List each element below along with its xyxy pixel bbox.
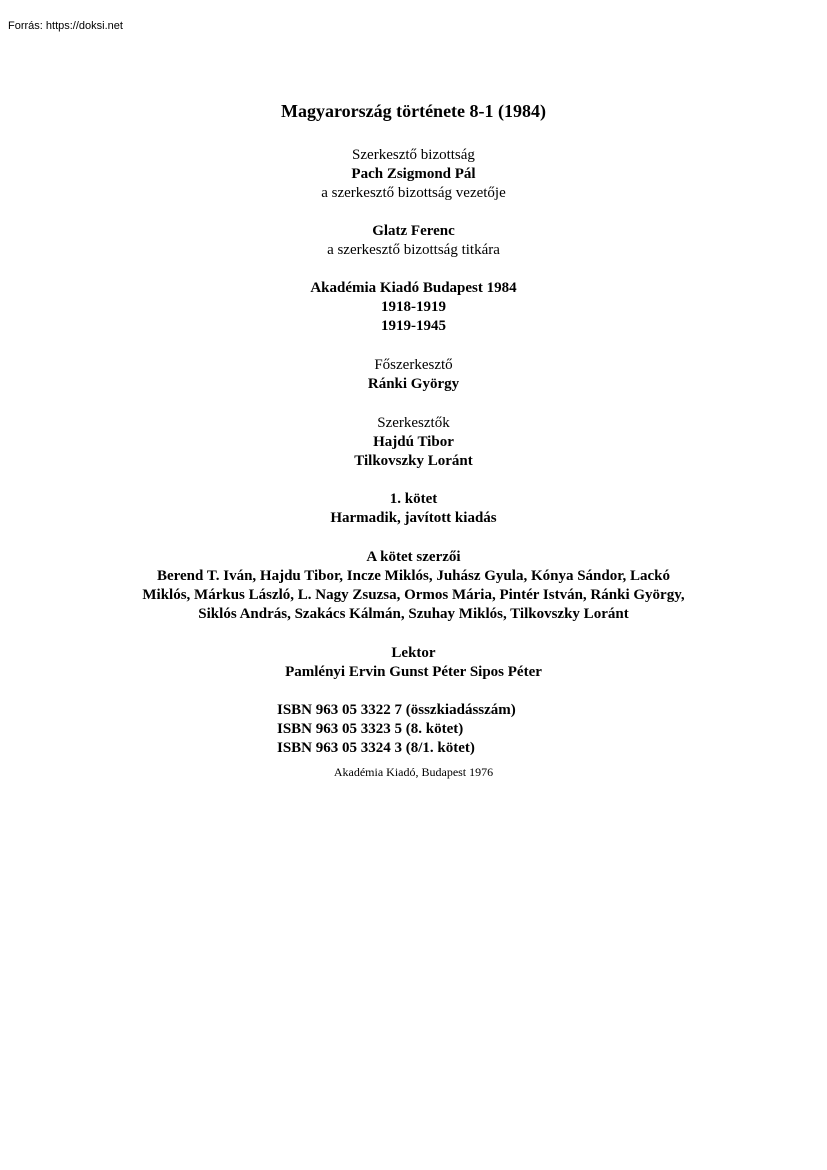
editors-label: Szerkesztők [377,415,450,431]
authors-line-2: Miklós, Márkus László, L. Nagy Zsuzsa, Ormos Mária, Pintér István, Ránki György, [142,587,685,603]
authors-label: A kötet szerzői [366,549,461,565]
publisher-footer: Akadémia Kiadó, Budapest 1976 [333,765,494,779]
editorial-board-secretary-role: a szerkesztő bizottság titkára [327,242,500,258]
chief-editor-name: Ránki György [367,376,460,392]
authors-line-1: Berend T. Iván, Hajdu Tibor, Incze Miklós, Juhász Gyula, Kónya Sándor, Lackó [156,568,671,584]
source-note: Forrás: https://doksi.net [8,20,123,32]
page-title: Magyarország története 8-1 (1984) [280,101,547,121]
volume-number: 1. kötet [389,491,438,507]
lector-names: Pamlényi Ervin Gunst Péter Sipos Péter [285,664,542,680]
editorial-board-secretary-name: Glatz Ferenc [372,223,455,239]
editorial-board-head-name: Pach Zsigmond Pál [351,166,476,182]
isbn-line-1: ISBN 963 05 3322 7 (összkiadásszám) [277,702,516,718]
publisher-line: Akadémia Kiadó Budapest 1984 [310,280,517,296]
editor-name-1: Hajdú Tibor [373,434,454,450]
isbn-line-3: ISBN 963 05 3324 3 (8/1. kötet) [277,740,475,756]
period-1: 1918-1919 [381,299,446,315]
period-2: 1919-1945 [381,318,446,334]
editor-name-2: Tilkovszky Loránt [354,453,473,469]
volume-edition: Harmadik, javított kiadás [330,510,497,526]
authors-line-3: Siklós András, Szakács Kálmán, Szuhay Miklós, Tilkovszky Loránt [198,606,629,622]
editorial-board-label: Szerkesztő bizottság [352,147,475,163]
editorial-board-head-role: a szerkesztő bizottság vezetője [321,185,506,201]
lector-label: Lektor [391,645,436,661]
isbn-line-2: ISBN 963 05 3323 5 (8. kötet) [277,721,464,737]
chief-editor-label: Főszerkesztő [374,357,453,373]
